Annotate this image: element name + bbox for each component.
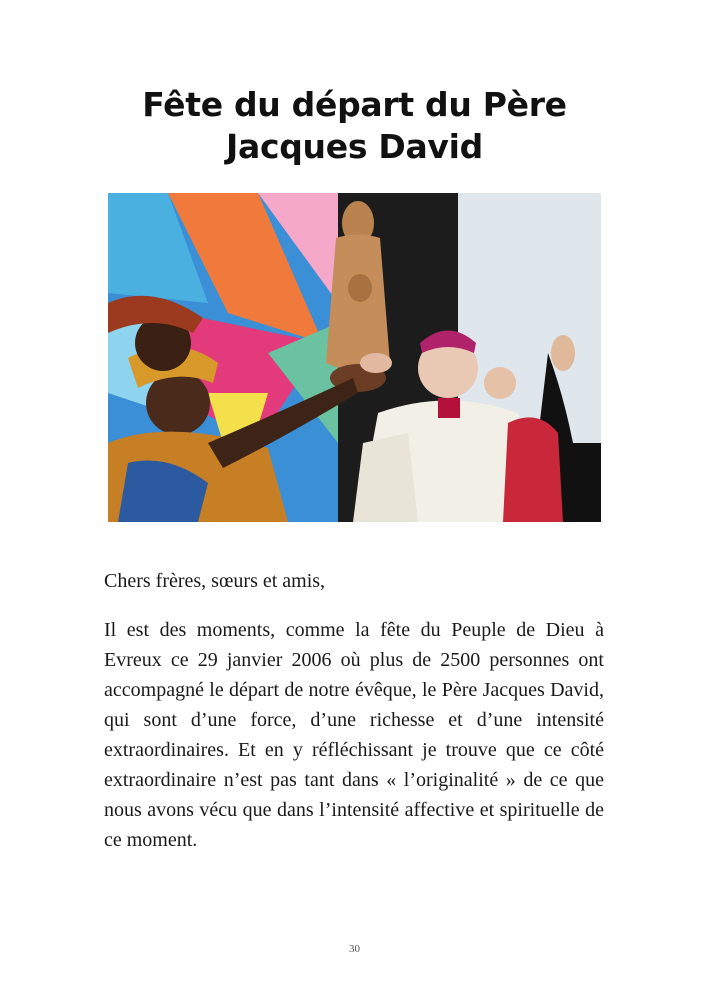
page-title — [60, 84, 649, 168]
body-paragraph: Il est des moments, comme la fête du Peuple de Dieu à Evreux ce 29 janvier 2006 où plus de 2500 personnes ont accompagné le départ de notre évêque, le Père Jacques David, qui sont d’une force, d’une richesse et d’une intensité extraordinaires. Et en y réfléchissant je trouve que ce côté extraordinaire n’est pas tant dans « l’originalité » de ce que nous avons vécu que dans l’intensité affective et spirituelle de ce moment. — [104, 619, 604, 851]
page-number: 30 — [349, 943, 360, 955]
title-line-2: Jacques David — [226, 127, 483, 166]
title-line-1: Fête du départ du Père — [142, 85, 567, 124]
greeting: Chers frères, sœurs et amis, — [104, 570, 326, 592]
event-photo — [108, 193, 601, 522]
